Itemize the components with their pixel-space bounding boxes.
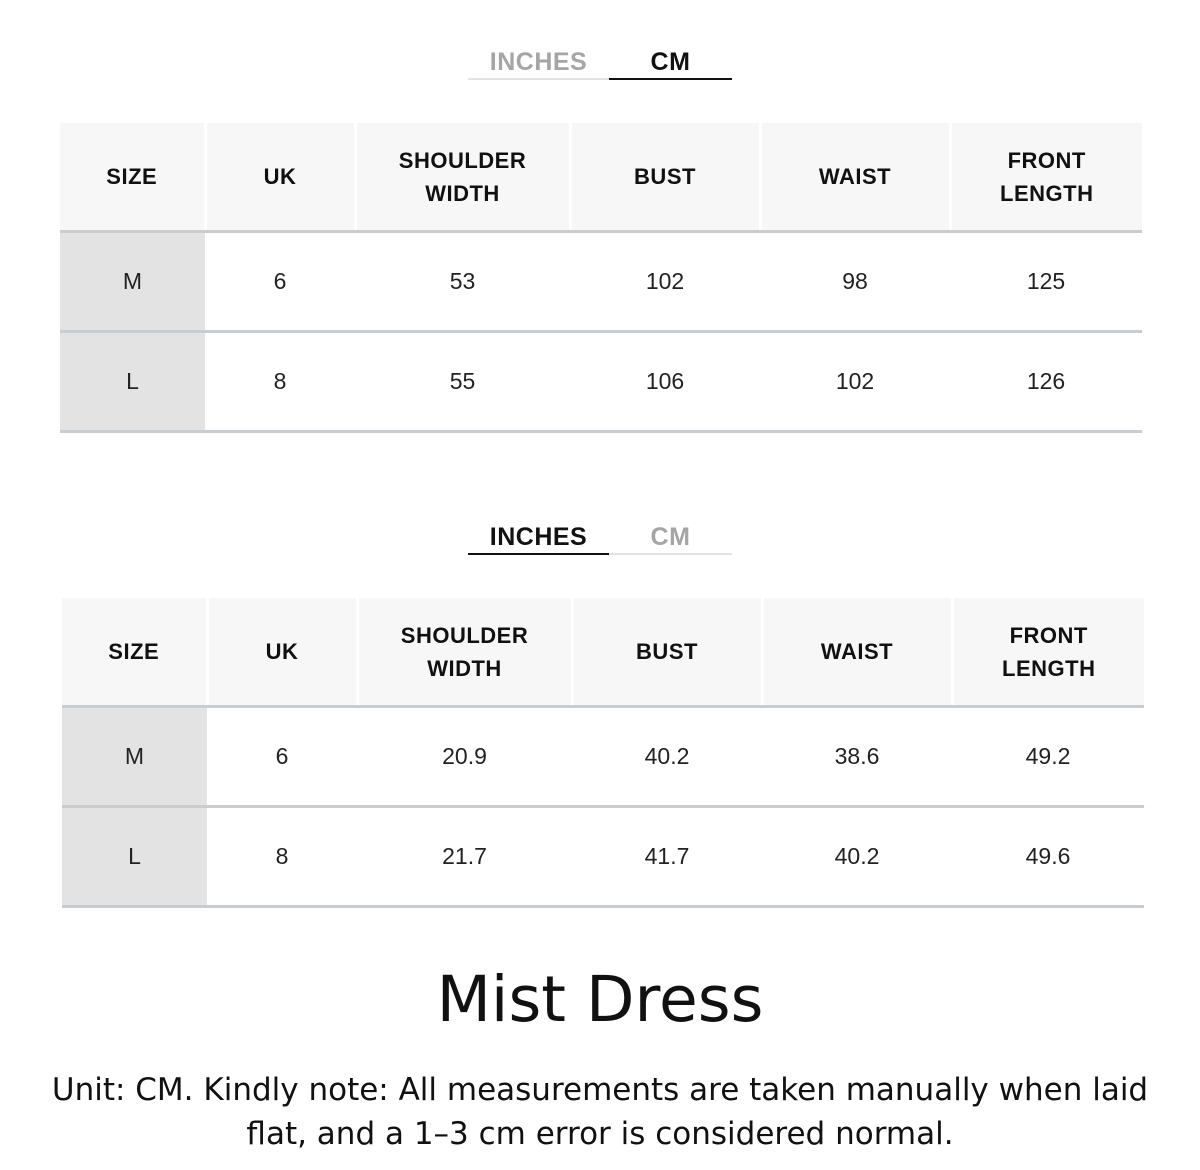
cell-waist: 40.2 [762, 807, 952, 907]
cell-shoulder-width: 21.7 [357, 807, 572, 907]
cell-front-length: 126 [950, 332, 1142, 432]
column-header-waist: WAIST [760, 123, 950, 232]
column-header-front-length: FRONT LENGTH [950, 123, 1142, 232]
column-header-uk: UK [207, 598, 357, 707]
table-header-row [62, 598, 1144, 707]
cell-uk: 6 [205, 232, 355, 332]
measurement-note: Unit: CM. Kindly note: All measurements are taken manually when laid flat, and a 1–3 cm error is considered normal. [51, 1072, 1149, 1152]
tab-cm[interactable]: CM [609, 46, 732, 80]
cell-waist: 38.6 [762, 707, 952, 807]
cell-size: M [62, 707, 207, 807]
column-header-size: SIZE [62, 598, 207, 707]
column-header-uk: UK [205, 123, 355, 232]
column-header-waist: WAIST [762, 598, 952, 707]
unit-tabs-inches-section [468, 521, 732, 555]
cell-bust: 41.7 [572, 807, 762, 907]
cell-bust: 106 [570, 332, 760, 432]
tab-inches[interactable]: INCHES [468, 521, 609, 555]
column-header-front-length: FRONT LENGTH [952, 598, 1144, 707]
cell-waist: 102 [760, 332, 950, 432]
unit-tabs-cm-section [468, 46, 732, 80]
column-header-shoulder-width: SHOULDER WIDTH [357, 598, 572, 707]
cell-uk: 8 [205, 332, 355, 432]
table-row [60, 232, 1142, 332]
cell-front-length: 125 [950, 232, 1142, 332]
cell-bust: 40.2 [572, 707, 762, 807]
cell-shoulder-width: 20.9 [357, 707, 572, 807]
size-chart-inches-table [62, 598, 1144, 908]
table-row [62, 707, 1144, 807]
cell-shoulder-width: 53 [355, 232, 570, 332]
cell-size: M [60, 232, 205, 332]
cell-shoulder-width: 55 [355, 332, 570, 432]
column-header-shoulder-width: SHOULDER WIDTH [355, 123, 570, 232]
column-header-bust: BUST [570, 123, 760, 232]
cell-bust: 102 [570, 232, 760, 332]
cell-size: L [62, 807, 207, 907]
cell-uk: 6 [207, 707, 357, 807]
table-header-row [60, 123, 1142, 232]
cell-front-length: 49.6 [952, 807, 1144, 907]
cell-waist: 98 [760, 232, 950, 332]
cell-uk: 8 [207, 807, 357, 907]
table-row [60, 332, 1142, 432]
table-row [62, 807, 1144, 907]
cell-front-length: 49.2 [952, 707, 1144, 807]
column-header-bust: BUST [572, 598, 762, 707]
tab-inches[interactable]: INCHES [468, 46, 609, 80]
product-title: Mist Dress [436, 963, 764, 1036]
size-chart-cm-table [60, 123, 1142, 433]
tab-cm[interactable]: CM [609, 521, 732, 555]
cell-size: L [60, 332, 205, 432]
column-header-size: SIZE [60, 123, 205, 232]
